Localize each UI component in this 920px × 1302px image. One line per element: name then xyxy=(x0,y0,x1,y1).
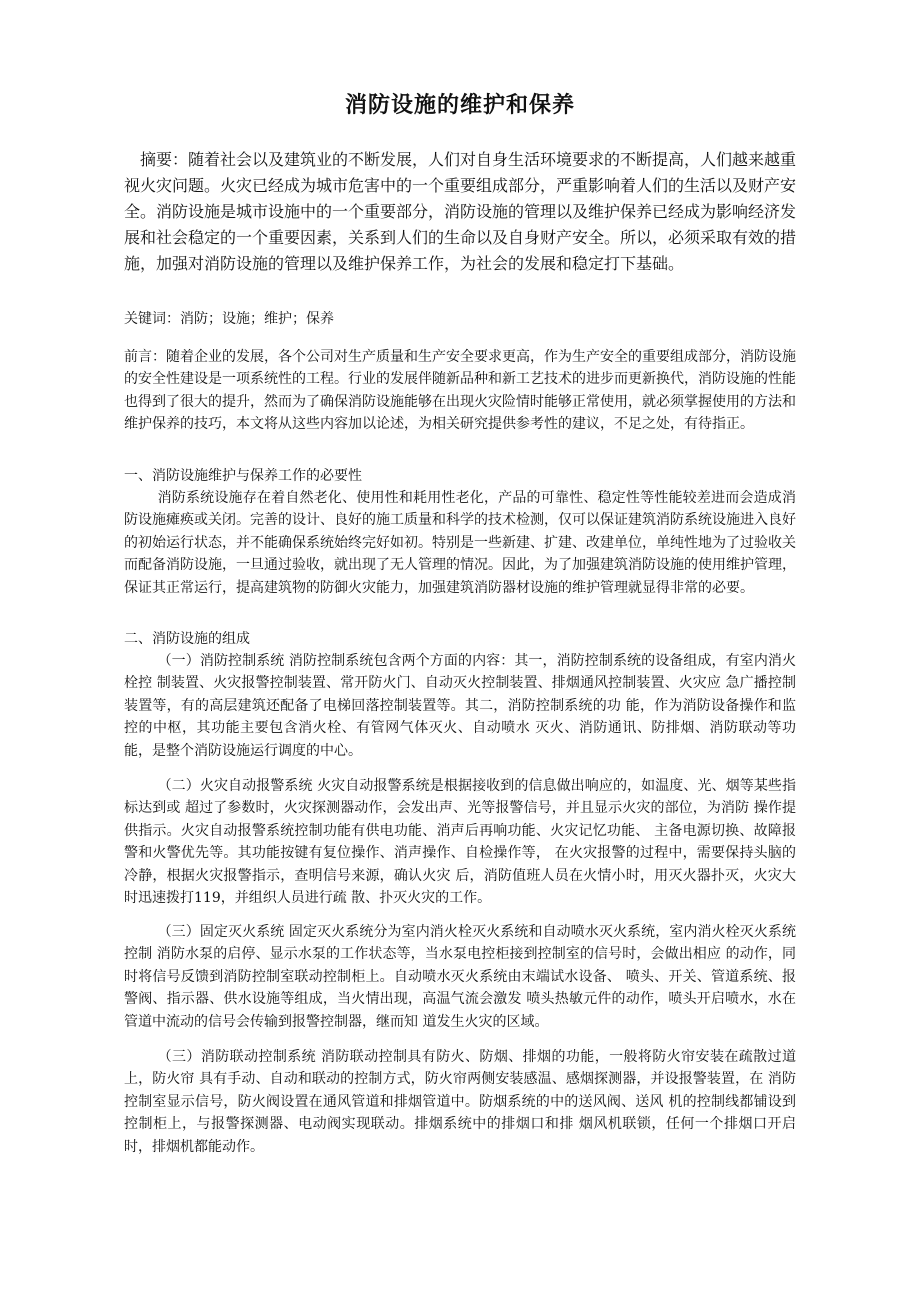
section-2-paragraph-alarm-system: （二）火灾自动报警系统 火灾自动报警系统是根据接收到的信息做出响应的，如温度、光、烟等某些指标达到或 超过了参数时，火灾探测器动作，会发出声、光等报警信号，并且显示火灾的部位，为消防 操作提供指示。火灾自动报警系统控制功能有供电功能、消声后再响功能、火灾记忆功能、 主备电源切换、故障报警和火警优先等。其功能按键有复位操作、消声操作、自检操作等， 在火灾报警的过程中，需要保持头脑的冷静，根据火灾报警指示，查明信号来源，确认火灾 后，消防值班人员在火情小时，用灭火器扑灭，火灾大时迅速拨打119，并组织人员进行疏 散、扑灭火灾的工作。 xyxy=(124,778,796,907)
preface-paragraph: 前言：随着企业的发展，各个公司对生产质量和生产安全要求更高，作为生产安全的重要组成部分，消防设施的安全性建设是一项系统性的工程。行业的发展伴随新品种和新工艺技术的进步而更新换代，消防设施的性能也得到了很大的提升，然而为了确保消防设施能够在出现火灾险情时能够正常使用，就必须掌握使用的方法和维护保养的技巧，本文将从这些内容加以论述，为相关研究提供参考性的建议，不足之处，有待指正。 xyxy=(124,349,796,433)
section-2-paragraph-control-system: （一）消防控制系统 消防控制系统包含两个方面的内容：其一，消防控制系统的设备组成，有室内消火栓控 制装置、火灾报警控制装置、常开防火门、自动灭火控制装置、排烟通风控制装置、火灾应 急广播控制装置等，有的高层建筑还配备了电梯回落控制装置等。其二，消防控制系统的功 能，作为消防设备操作和监控的中枢，其功能主要包含消火栓、有管网气体灭火、自动喷水 灭火、消防通讯、防排烟、消防联动等功能，是整个消防设施运行调度的中心。 xyxy=(124,653,796,759)
keywords-line: 关键词：消防；设施；维护；保养 xyxy=(124,311,334,327)
abstract-paragraph: 摘要：随着社会以及建筑业的不断发展，人们对自身生活环境要求的不断提高，人们越来越重视火灾问题。火灾已经成为城市危害中的一个重要组成部分，严重影响着人们的生活以及财产安全。消防设施是城市设施中的一个重要部分，消防设施的管理以及维护保养已经成为影响经济发展和社会稳定的一个重要因素，关系到人们的生命以及自身财产安全。所以，必须采取有效的措施，加强对消防设施的管理以及维护保养工作，为社会的发展和稳定打下基础。 xyxy=(124,150,797,273)
document-title: 消防设施的维护和保养 xyxy=(344,93,575,118)
section-1-heading: 一、消防设施维护与保养工作的必要性 xyxy=(124,468,362,484)
section-2-heading: 二、消防设施的组成 xyxy=(124,631,250,647)
section-1-paragraph: 消防系统设施存在着自然老化、使用性和耗用性老化，产品的可靠性、稳定性等性能较差进而会造成消防设施瘫痪或关闭。完善的设计、良好的施工质量和科学的技术检测，仅可以保证建筑消防系统设施进入良好的初始运行状态，并不能确保系统始终完好如初。特别是一些新建、扩建、改建单位，单纯性地为了过验收关而配备消防设施，一旦通过验收，就出现了无人管理的情况。因此，为了加强建筑消防设施的使用维护管理，保证其正常运行，提高建筑物的防御火灾能力，加强建筑消防器材设施的维护管理就显得非常的必要。 xyxy=(124,490,796,596)
section-2-paragraph-linkage-control: （三）消防联动控制系统 消防联动控制具有防火、防烟、排烟的功能，一般将防火帘安装在疏散过道上，防火帘 具有手动、自动和联动的控制方式，防火帘两侧安装感温、感烟探测器，并设报警装置，在 消防控制室显示信号，防火阀设置在通风管道和排烟管道中。防烟系统的中的送风阀、送风 机的控制线都铺设到控制柜上，与报警探测器、电动阀实现联动。排烟系统中的排烟口和排 烟风机联锁，任何一个排烟口开启时，排烟机都能动作。 xyxy=(124,1049,796,1155)
section-2-paragraph-fixed-extinguishing: （三）固定灭火系统 固定灭火系统分为室内消火栓灭火系统和自动喷水灭火系统，室内消火栓灭火系统控制 消防水泵的启停、显示水泵的工作状态等，当水泵电控柜接到控制室的信号时，会做出相应 的动作，同时将信号反馈到消防控制室联动控制柜上。自动喷水灭火系统由末端试水设备、 喷头、开关、管道系统、报警阀、指示器、供水设施等组成，当火情出现，高温气流会激发 喷头热敏元件的动作，喷头开启喷水，水在管道中流动的信号会传输到报警控制器，继而知 道发生火灾的区域。 xyxy=(124,924,796,1030)
